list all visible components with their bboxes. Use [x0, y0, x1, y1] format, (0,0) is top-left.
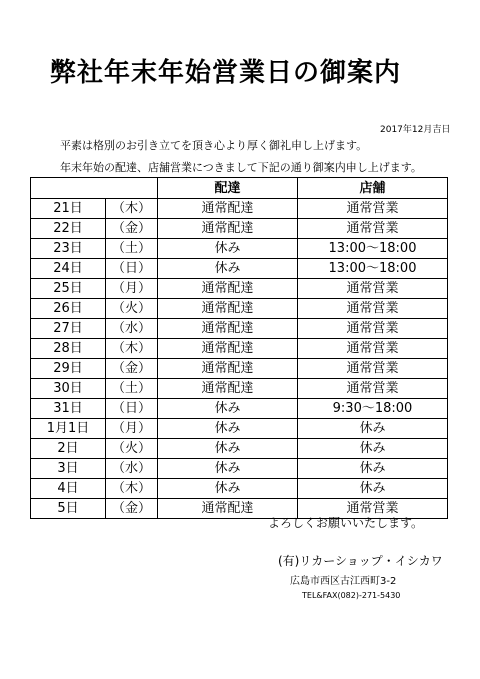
row-date: 25日	[31, 279, 106, 299]
row-store: 通常営業	[298, 319, 448, 339]
row-day: （月）	[106, 279, 158, 299]
table-row	[31, 399, 448, 419]
row-store: 13:00～18:00	[298, 239, 448, 259]
closing-text: よろしくお願いいたします。	[268, 516, 424, 530]
table-row	[31, 479, 448, 499]
header-date	[31, 178, 158, 199]
row-date: 27日	[31, 319, 106, 339]
row-day: （土）	[106, 239, 158, 259]
row-delivery: 休み	[158, 419, 298, 439]
table-row	[31, 339, 448, 359]
row-delivery: 通常配達	[158, 279, 298, 299]
row-day: （月）	[106, 419, 158, 439]
row-date: 31日	[31, 399, 106, 419]
row-delivery: 通常配達	[158, 359, 298, 379]
table-row	[31, 219, 448, 239]
row-date: 24日	[31, 259, 106, 279]
row-delivery: 休み	[158, 259, 298, 279]
table-row	[31, 199, 448, 219]
header-store: 店舗	[298, 178, 448, 199]
row-store: 通常営業	[298, 219, 448, 239]
row-store: 9:30～18:00	[298, 399, 448, 419]
row-date: 29日	[31, 359, 106, 379]
table-row	[31, 319, 448, 339]
row-store: 休み	[298, 439, 448, 459]
table-row	[31, 419, 448, 439]
row-date: 30日	[31, 379, 106, 399]
shop-name: (有)リカーショップ・イシカワ	[278, 554, 443, 568]
row-store: 通常営業	[298, 199, 448, 219]
row-delivery: 休み	[158, 239, 298, 259]
row-date: 4日	[31, 479, 106, 499]
table-row	[31, 299, 448, 319]
row-store: 休み	[298, 459, 448, 479]
shop-address: 広島市西区古江西町3-2	[290, 576, 397, 587]
row-day: （日）	[106, 259, 158, 279]
issue-date: 2017年12月吉日	[380, 125, 451, 135]
row-day: （木）	[106, 199, 158, 219]
row-delivery: 通常配達	[158, 199, 298, 219]
row-date: 21日	[31, 199, 106, 219]
row-date: 1月1日	[31, 419, 106, 439]
row-store: 通常営業	[298, 379, 448, 399]
table-row	[31, 459, 448, 479]
row-date: 23日	[31, 239, 106, 259]
row-delivery: 通常配達	[158, 379, 298, 399]
row-day: （金）	[106, 499, 158, 519]
schedule-table	[30, 177, 448, 519]
row-store: 休み	[298, 419, 448, 439]
row-date: 3日	[31, 459, 106, 479]
row-day: （火）	[106, 299, 158, 319]
table-row	[31, 439, 448, 459]
table-row	[31, 239, 448, 259]
row-delivery: 休み	[158, 399, 298, 419]
row-day: （水）	[106, 319, 158, 339]
row-store: 通常営業	[298, 299, 448, 319]
row-day: （火）	[106, 439, 158, 459]
row-store: 通常営業	[298, 339, 448, 359]
row-date: 22日	[31, 219, 106, 239]
row-day: （土）	[106, 379, 158, 399]
row-date: 5日	[31, 499, 106, 519]
row-delivery: 通常配達	[158, 499, 298, 519]
row-day: （水）	[106, 459, 158, 479]
row-store: 休み	[298, 479, 448, 499]
row-delivery: 通常配達	[158, 319, 298, 339]
row-date: 26日	[31, 299, 106, 319]
header-delivery: 配達	[158, 178, 298, 199]
row-day: （木）	[106, 479, 158, 499]
row-store: 通常営業	[298, 279, 448, 299]
row-delivery: 休み	[158, 479, 298, 499]
row-date: 2日	[31, 439, 106, 459]
intro-line-2: 年末年始の配達、店舗営業につきまして下記の通り御案内申し上げます。	[60, 161, 422, 174]
row-delivery: 休み	[158, 459, 298, 479]
shop-tel: TEL&FAX(082)-271-5430	[302, 591, 401, 600]
table-row	[31, 379, 448, 399]
row-delivery: 通常配達	[158, 299, 298, 319]
row-day: （金）	[106, 359, 158, 379]
row-day: （金）	[106, 219, 158, 239]
row-day: （日）	[106, 399, 158, 419]
table-row	[31, 259, 448, 279]
row-date: 28日	[31, 339, 106, 359]
row-store: 13:00～18:00	[298, 259, 448, 279]
row-delivery: 通常配達	[158, 219, 298, 239]
row-day: （木）	[106, 339, 158, 359]
table-header-row	[31, 178, 448, 199]
row-delivery: 休み	[158, 439, 298, 459]
row-store: 通常営業	[298, 499, 448, 519]
table-row	[31, 359, 448, 379]
table-row	[31, 279, 448, 299]
page-title: 弊社年末年始営業日の御案内	[50, 58, 402, 88]
row-store: 通常営業	[298, 359, 448, 379]
row-delivery: 通常配達	[158, 339, 298, 359]
intro-line-1: 平素は格別のお引き立てを頂き心より厚く御礼申し上げます。	[60, 139, 368, 152]
